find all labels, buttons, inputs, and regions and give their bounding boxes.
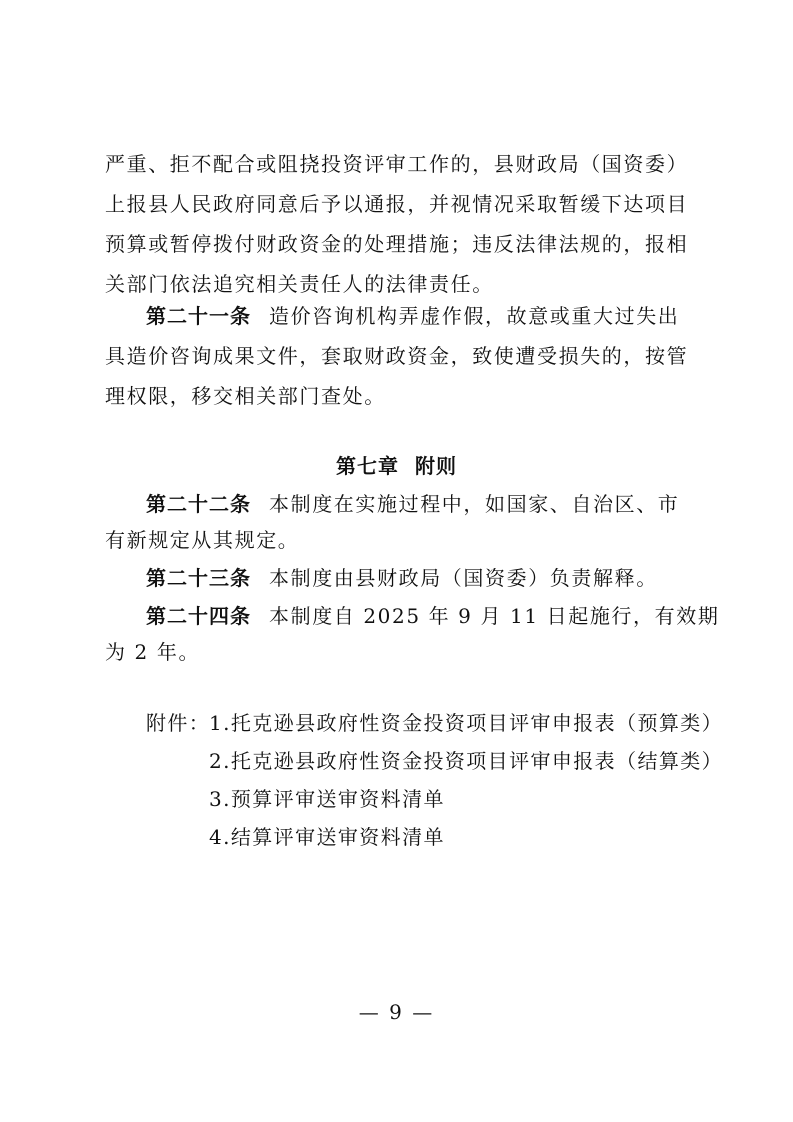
paragraph-line: 具造价咨询成果文件，套取财政资金，致使遭受损失的，按管 — [105, 344, 689, 368]
attachment-item: 4.结算评审送审资料清单 — [209, 825, 445, 849]
attachment-item: 3.预算评审送审资料清单 — [209, 787, 445, 811]
paragraph-line: 严重、拒不配合或阻挠投资评审工作的，县财政局（国资委） — [105, 152, 689, 176]
paragraph-line: 为 2 年。 — [105, 640, 201, 664]
article-23-text: 本制度由县财政局（国资委）负责解释。 — [269, 566, 658, 590]
article-24-text: 本制度自 2025 年 9 月 11 日起施行，有效期 — [269, 604, 720, 628]
attachments-label: 附件： — [146, 711, 211, 735]
article-22-line — [146, 486, 736, 522]
paragraph-line: 有新规定从其规定。 — [105, 528, 300, 552]
article-23-line — [146, 560, 736, 596]
article-22-text: 本制度在实施过程中，如国家、自治区、市 — [269, 492, 680, 516]
article-22-label: 第二十二条 — [146, 492, 251, 516]
article-21-label: 第二十一条 — [146, 304, 251, 328]
page-number: — 9 — — [358, 1000, 435, 1024]
article-21-text: 造价咨询机构弄虚作假，故意或重大过失出 — [269, 304, 680, 328]
attachment-item: 1.托克逊县政府性资金投资项目评审申报表（预算类） — [209, 711, 724, 735]
paragraph-line: 预算或暂停拨付财政资金的处理措施；违反法律法规的，报相 — [105, 232, 689, 256]
article-24-label: 第二十四条 — [146, 604, 251, 628]
paragraph-line: 关部门依法追究相关责任人的法律责任。 — [105, 272, 494, 296]
attachment-item: 2.托克逊县政府性资金投资项目评审申报表（结算类） — [209, 749, 724, 773]
chapter-title: 附则 — [415, 454, 457, 478]
chapter-heading — [0, 448, 793, 484]
chapter-number: 第七章 — [336, 454, 399, 478]
article-23-label: 第二十三条 — [146, 566, 251, 590]
article-21-line — [146, 298, 736, 334]
article-24-line — [146, 598, 736, 634]
paragraph-line: 理权限，移交相关部门查处。 — [105, 384, 386, 408]
paragraph-line: 上报县人民政府同意后予以通报，并视情况采取暂缓下达项目 — [105, 192, 689, 216]
